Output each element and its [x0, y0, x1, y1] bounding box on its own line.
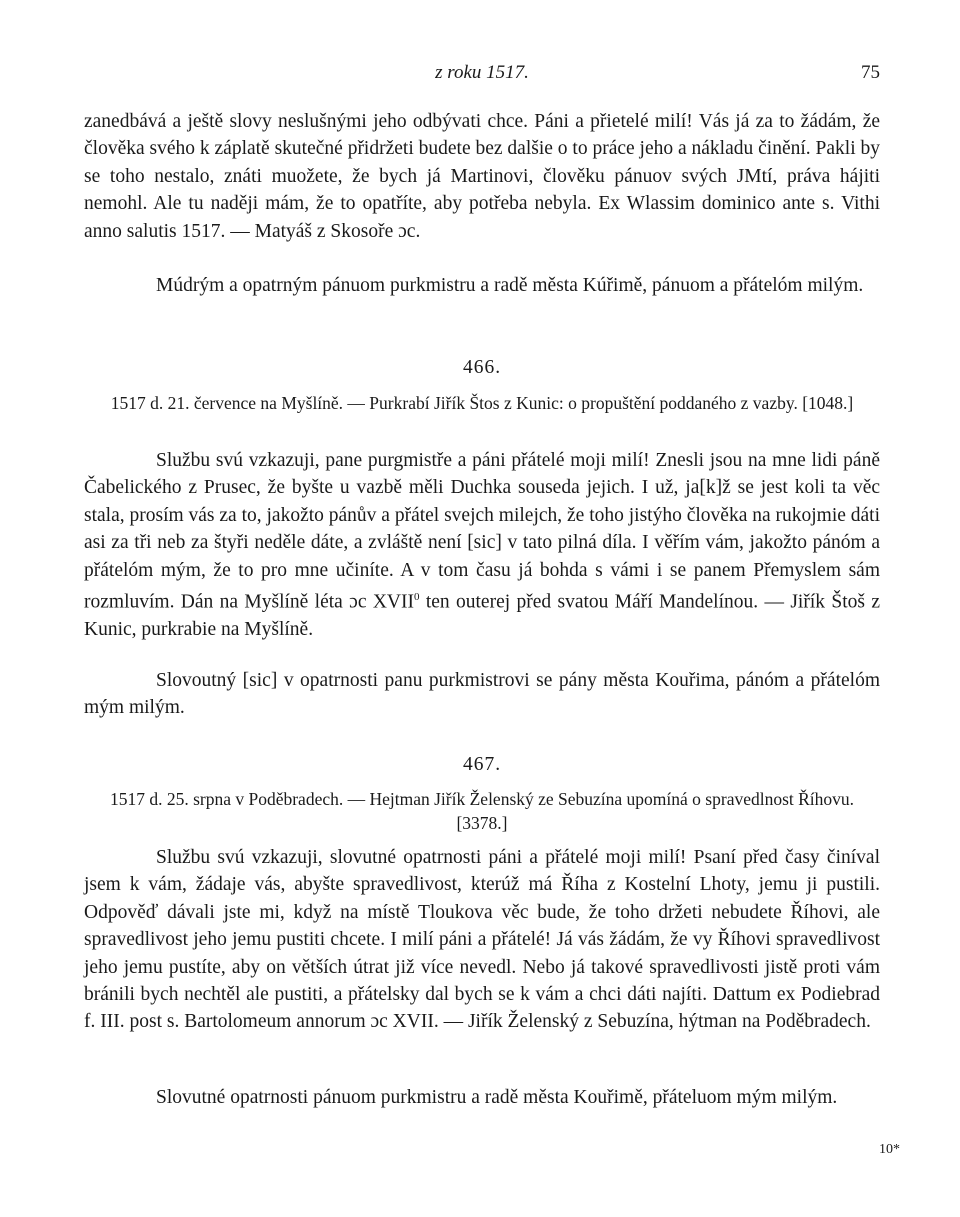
regest-466: 1517 d. 21. července na Myšlíně. — Purkrabí Jiřík Štos z Kunic: o propuštění poddaného z vazby. [1048.]: [110, 393, 854, 413]
letter-467-body: Službu svú vzkazuji, slovutné opatrnosti páni a přátelé moji milí! Psaní před časy činíval jsem k vám, žádaje vás, abyšte spravedlivost, kterúž má Říha z Kostelní Lhoty, jemu ji pustili. Odpověď dávali jste mi, když na místě Tloukova věc bude, že toho držeti nebudete Říhovi, ale spravedlivost jeho jemu pustiti chcete. I milí páni a přátelé! Já vás žádám, že vy Říhovi spravedlivost jeho jemu pustíte, aby on větších útrat již více nevedl. Nebo já takové spravedlivosti jistě proti vám bránili bych nechtěl ale pustiti, a přátelsky dal bych se k vám a chci dáti najíti. Dattum ex Podiebrad f. III. post s. Bartolomeum annorum ɔc XVII. — Jiřík Želenský z Sebuzína, hýtman na Poděbradech.: [84, 847, 880, 1033]
letter-466-address: Slovoutný [sic] v opatrnosti panu purkmistrovi se pány města Kouřima, pánóm a přátelóm mým milým.: [84, 670, 880, 719]
page-header: [84, 62, 880, 86]
letter-466-body-text: Službu svú vzkazuji, pane purgmistře a páni přátelé moji milí! Znesli jsou na mne lidi páně Čabelického z Prusec, že byšte u vazbě měli Duchka souseda jejich. I už, ja[k]ž se jest koli ta věc stala, prosím vás za to, jakožto pánův a přátel svejch milejch, že toho jistýho člověka na rukojmie dáti asi za tři neb za štyři neděle dáte, a zvláště není [sic] v tato pilná díla. I věřím vám, jakožto pánóm a přátelóm mým, že to pro mne učiníte. A v tom času já bohda s vámi i se panem Přemyslem sám rozmluvím. Dán na Myšlíně léta ɔc XVII: [84, 450, 881, 613]
continued-letter-address: Múdrým a opatrným pánuom purkmistru a radě města Kúřimě, pánuom a přátelóm milým.: [156, 275, 864, 296]
document-number-466: 466.: [462, 357, 502, 378]
regest-467: 1517 d. 25. srpna v Poděbradech. — Hejtman Jiřík Želenský ze Sebuzína upomíná o spravedlnost Říhovu. [3378.]: [109, 789, 855, 833]
letter-466-body: [84, 447, 880, 643]
page-number: 75: [861, 62, 880, 83]
letter-467-address: Slovutné opatrnosti pánuom purkmistru a radě města Kouřimě, přáteluom mým milým.: [156, 1087, 838, 1108]
continued-letter-text: zanedbává a ještě slovy neslušnými jeho odbývati chce. Páni a přietelé milí! Vás já za to žádám, že člověka svého k záplatě skutečné přidržeti budete bez dalšie o to práce jeho a nákladu činění. Pakli by se toho nestalo, znáti muožete, že bych já Martinovi, člověku pánuov svých JMtí, práva hájiti nemohl. Ale tu naději mám, že to opatříte, aby potřeba nebyla. Ex Wlassim dominico ante s. Vithi anno salutis 1517. — Matyáš z Skosoře ɔc.: [84, 111, 880, 242]
document-number-467: 467.: [462, 754, 502, 775]
running-title: z roku 1517.: [435, 62, 529, 83]
signature-mark: 10*: [879, 1142, 900, 1157]
letter-466-body-end: ten outerej před svatou Máří Mandelínou. — Jiřík Štoš z Kunic, purkrabie na Myšlíně.: [84, 591, 880, 640]
superscript-zero: 0: [413, 591, 420, 604]
